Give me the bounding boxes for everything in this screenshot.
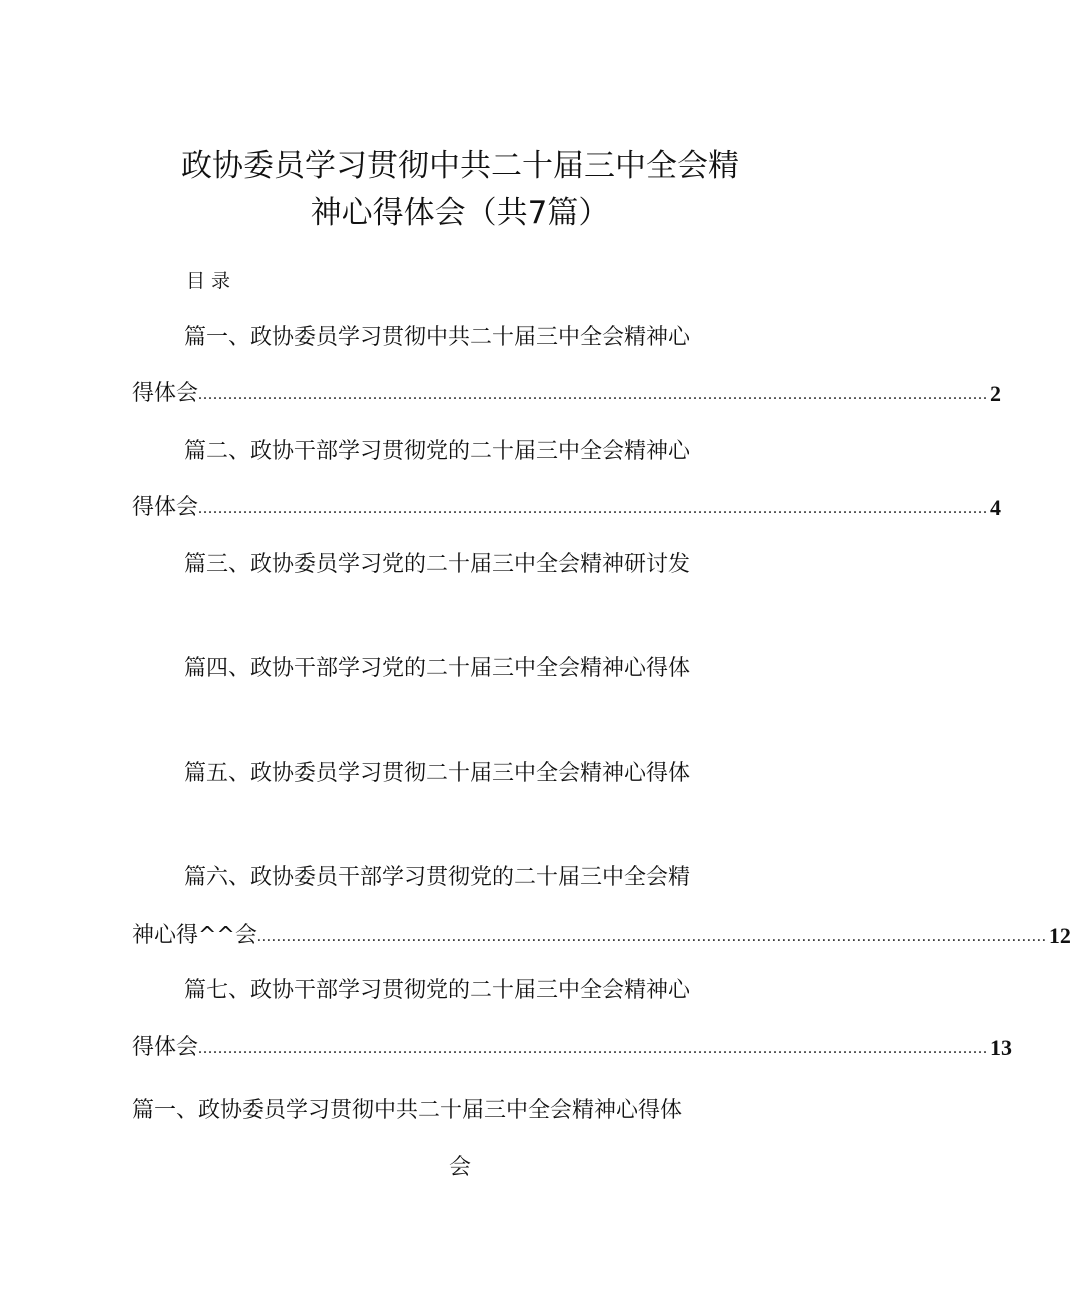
toc-entry-7-leader-row[interactable] xyxy=(132,1030,1013,1061)
toc-entry-1-title-cont: 得体会 xyxy=(132,381,199,406)
toc-entry-7-page: 13 xyxy=(990,1035,1013,1060)
document-title-line-2: 神心得体会（共7篇） xyxy=(310,195,610,231)
toc-entry-1-page: 2 xyxy=(990,381,1002,406)
toc-entry-5-title[interactable]: 篇五、政协委员学习贯彻二十届三中全会精神心得体 xyxy=(184,761,691,786)
toc-dot-leader: .............................................................................................................................................................. xyxy=(198,386,989,403)
section-heading: 篇一、政协委员学习贯彻中共二十届三中全会精神心得体 xyxy=(132,1098,683,1123)
toc-heading: 目录 xyxy=(186,270,237,292)
toc-entry-3-title[interactable]: 篇三、政协委员学习党的二十届三中全会精神研讨发 xyxy=(184,552,691,577)
toc-entry-2-title-cont: 得体会 xyxy=(132,495,199,520)
document-title-line-1: 政协委员学习贯彻中共二十届三中全会精 xyxy=(181,148,739,184)
toc-entry-2-title[interactable]: 篇二、政协干部学习贯彻党的二十届三中全会精神心 xyxy=(184,439,691,464)
toc-entry-4-title[interactable]: 篇四、政协干部学习党的二十届三中全会精神心得体 xyxy=(184,656,691,681)
toc-entry-6-leader-row[interactable] xyxy=(132,918,1071,949)
toc-dot-leader: .............................................................................................................................................................. xyxy=(198,1040,989,1057)
toc-entry-7-title[interactable]: 篇七、政协干部学习贯彻党的二十届三中全会精神心 xyxy=(184,978,691,1003)
toc-entry-7-title-cont: 得体会 xyxy=(132,1035,199,1060)
toc-entry-2-page: 4 xyxy=(990,495,1002,520)
toc-dot-leader: .............................................................................................................................................................. xyxy=(198,500,989,517)
toc-entry-6-title-cont: 神心得^^会 xyxy=(132,923,257,948)
toc-dot-leader: .............................................................................................................................................................. xyxy=(256,928,1047,945)
section-heading-cont: 会 xyxy=(448,1155,471,1180)
toc-entry-1-title[interactable]: 篇一、政协委员学习贯彻中共二十届三中全会精神心 xyxy=(184,325,691,350)
toc-entry-6-page: 12 xyxy=(1048,923,1071,948)
toc-entry-6-title[interactable]: 篇六、政协委员干部学习贯彻党的二十届三中全会精 xyxy=(184,865,691,890)
toc-entry-2-leader-row[interactable] xyxy=(132,490,1002,521)
toc-entry-1-leader-row[interactable] xyxy=(132,376,1002,407)
